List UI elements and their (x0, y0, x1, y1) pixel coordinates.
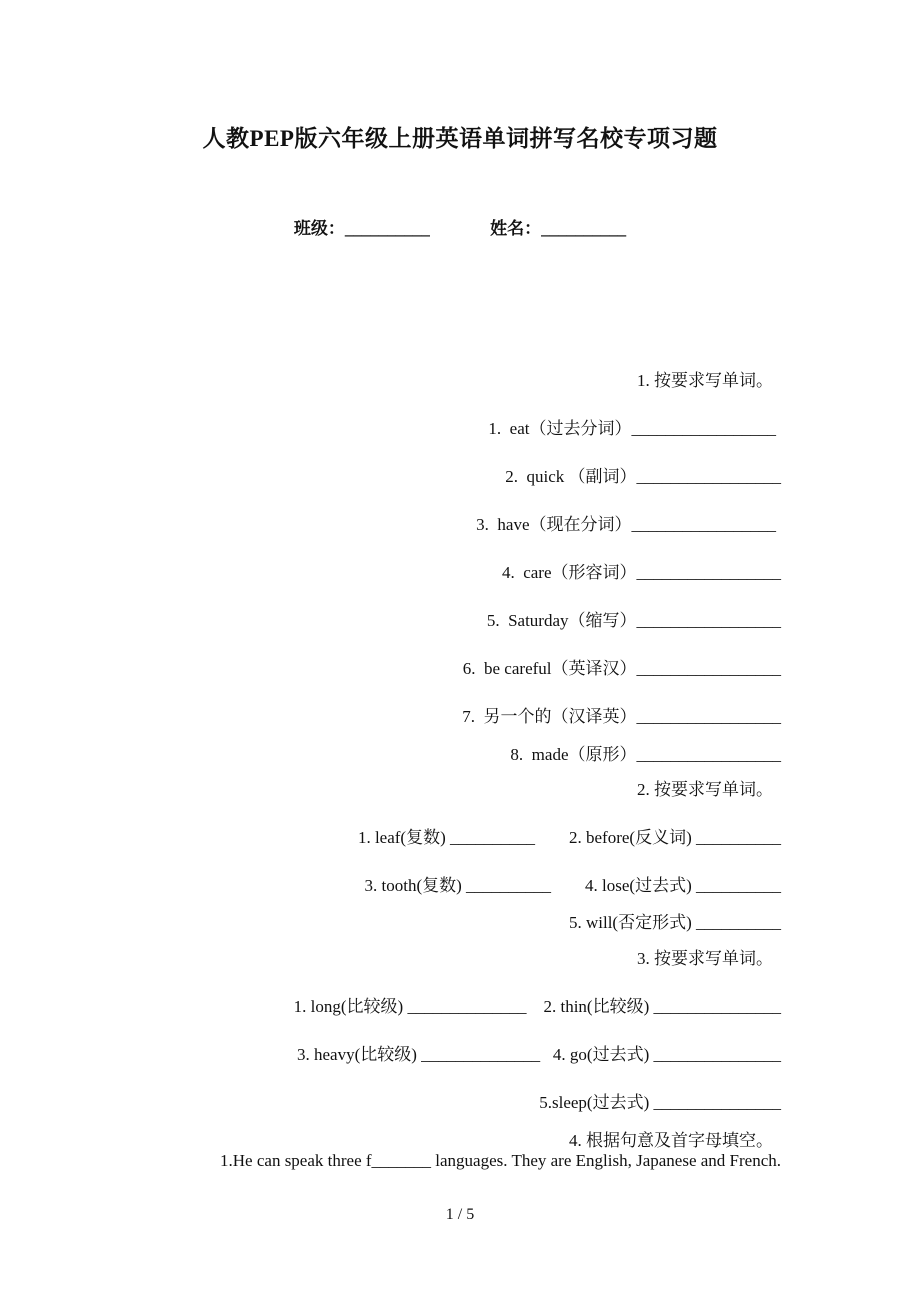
page-title: 人教PEP版六年级上册英语单词拼写名校专项习题 (202, 126, 718, 151)
exercise-row[interactable]: 3. tooth(复数) __________ 4. lose(过去式) __________ (364, 876, 781, 895)
exercise-item[interactable]: 8. made（原形）_________________ (510, 745, 781, 764)
exercise-item[interactable]: 3. have（现在分词）_________________ (476, 515, 776, 534)
class-blank[interactable]: __________ (344, 219, 430, 238)
name-label: 姓名： (490, 219, 542, 238)
page-number: 1 / 5 (445, 1206, 475, 1223)
exercise-row[interactable]: 5.sleep(过去式) _______________ (539, 1093, 781, 1112)
exercise-row[interactable]: 1. leaf(复数) __________ 2. before(反义词) __________ (357, 828, 781, 847)
exercise-item[interactable]: 4. care（形容词）_________________ (501, 563, 781, 582)
name-blank[interactable]: __________ (541, 219, 627, 238)
class-field (294, 214, 430, 239)
exercise-item[interactable]: 1. eat（过去分词）_________________ (488, 419, 776, 438)
fill-in-sentence[interactable]: 1.He can speak three f_______ languages. They are English, Japanese and French. (220, 1151, 781, 1170)
exercise-item[interactable]: 6. be careful（英译汉）_________________ (462, 659, 781, 678)
exercise-item[interactable]: 2. quick （副词）_________________ (505, 467, 781, 486)
exercise-item[interactable]: 7. 另一个的（汉译英）_________________ (462, 707, 781, 726)
section-4-heading: 4. 根据句意及首字母填空。 (569, 1131, 773, 1150)
class-label: 班级： (293, 219, 345, 238)
section-3-heading: 3. 按要求写单词。 (637, 949, 773, 968)
section-2-heading: 2. 按要求写单词。 (637, 780, 773, 799)
section-1-heading: 1. 按要求写单词。 (637, 371, 773, 390)
name-field (490, 214, 626, 239)
exercise-row[interactable]: 5. will(否定形式) __________ (568, 913, 781, 932)
exercise-item[interactable]: 5. Saturday（缩写）_________________ (486, 611, 781, 630)
student-info (0, 214, 920, 239)
exercise-row[interactable]: 3. heavy(比较级) ______________ 4. go(过去式) _______________ (297, 1045, 781, 1064)
exercise-row[interactable]: 1. long(比较级) ______________ 2. thin(比较级) _______________ (293, 997, 781, 1016)
